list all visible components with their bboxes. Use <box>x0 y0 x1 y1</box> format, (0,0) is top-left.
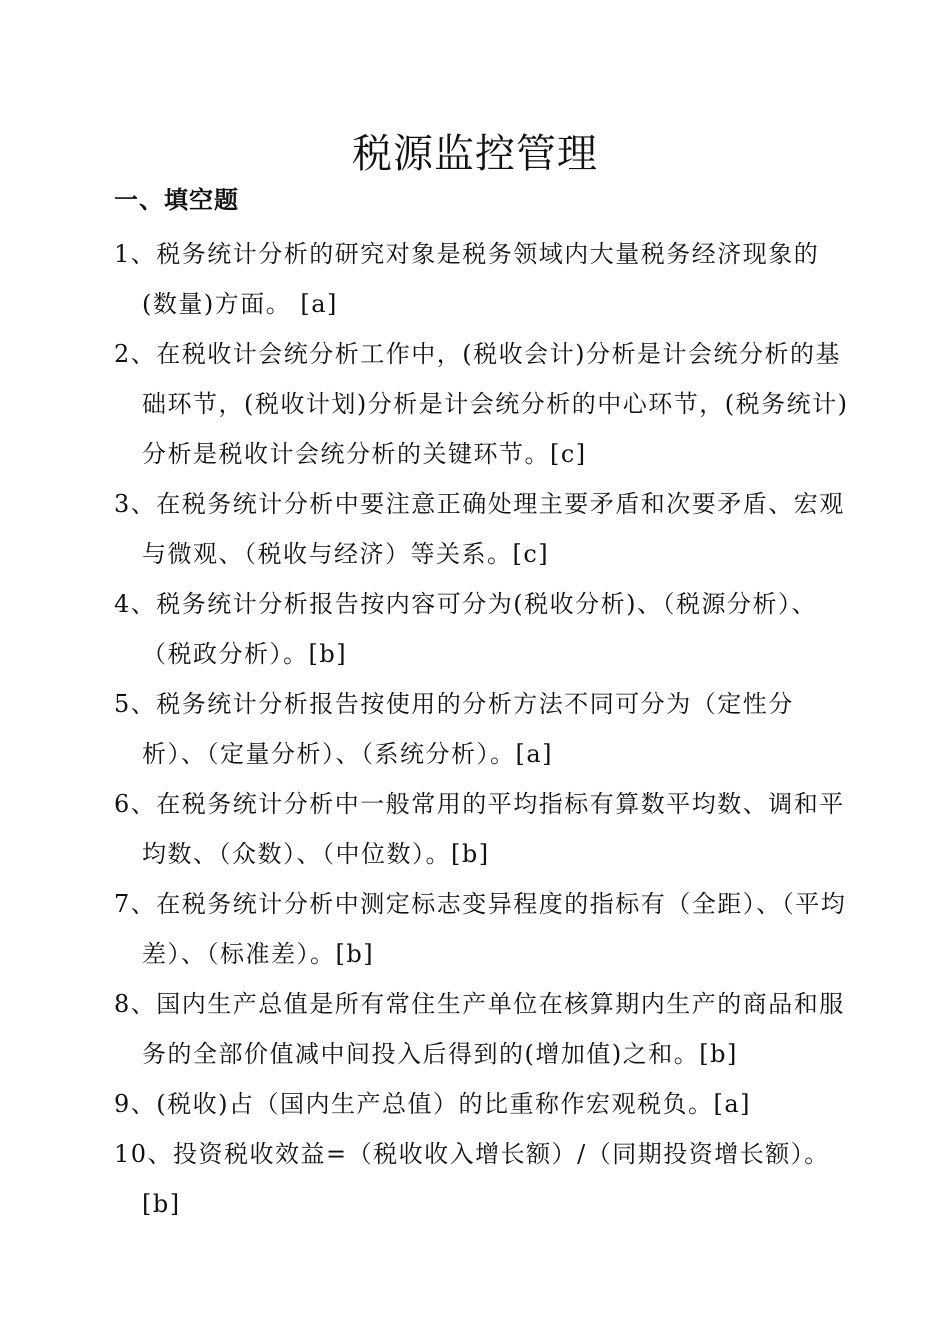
question-item-5: 5、税务统计分析报告按使用的分析方法不同可分为（定性分析）、（定量分析）、（系统分析）。[a] <box>114 690 794 768</box>
question-item-6: 6、在税务统计分析中一般常用的平均指标有算数平均数、调和平均数、（众数）、（中位数）。[b] <box>114 790 845 868</box>
question-item-4: 4、税务统计分析报告按内容可分为(税收分析)、（税源分析）、（税政分析）。[b] <box>114 590 817 668</box>
question-item-3: 3、在税务统计分析中要注意正确处理主要矛盾和次要矛盾、宏观与微观、（税收与经济）等关系。[c] <box>114 490 845 568</box>
question-item-2: 2、在税收计会统分析工作中，(税收会计)分析是计会统分析的基础环节，(税收计划)分析是计会统分析的中心环节，(税务统计)分析是税收计会统分析的关键环节。[c] <box>114 340 849 468</box>
section-heading: 一、填空题 <box>114 186 239 214</box>
question-item-7: 7、在税务统计分析中测定标志变异程度的指标有（全距）、（平均差）、（标准差）。[b] <box>114 890 847 968</box>
question-item-10: 10、投资税收效益=（税收收入增长额）/（同期投资增长额）。[b] <box>114 1140 830 1218</box>
question-item-1: 1、税务统计分析的研究对象是税务领域内大量税务经济现象的(数量)方面。 [a] <box>114 240 820 318</box>
document-title: 税源监控管理 <box>352 131 598 177</box>
question-item-8: 8、国内生产总值是所有常住生产单位在核算期内生产的商品和服务的全部价值减中间投入后得到的(增加值)之和。[b] <box>114 990 845 1068</box>
question-list <box>114 229 854 1229</box>
question-item-9: 9、(税收)占（国内生产总值）的比重称作宏观税负。[a] <box>114 1090 752 1118</box>
